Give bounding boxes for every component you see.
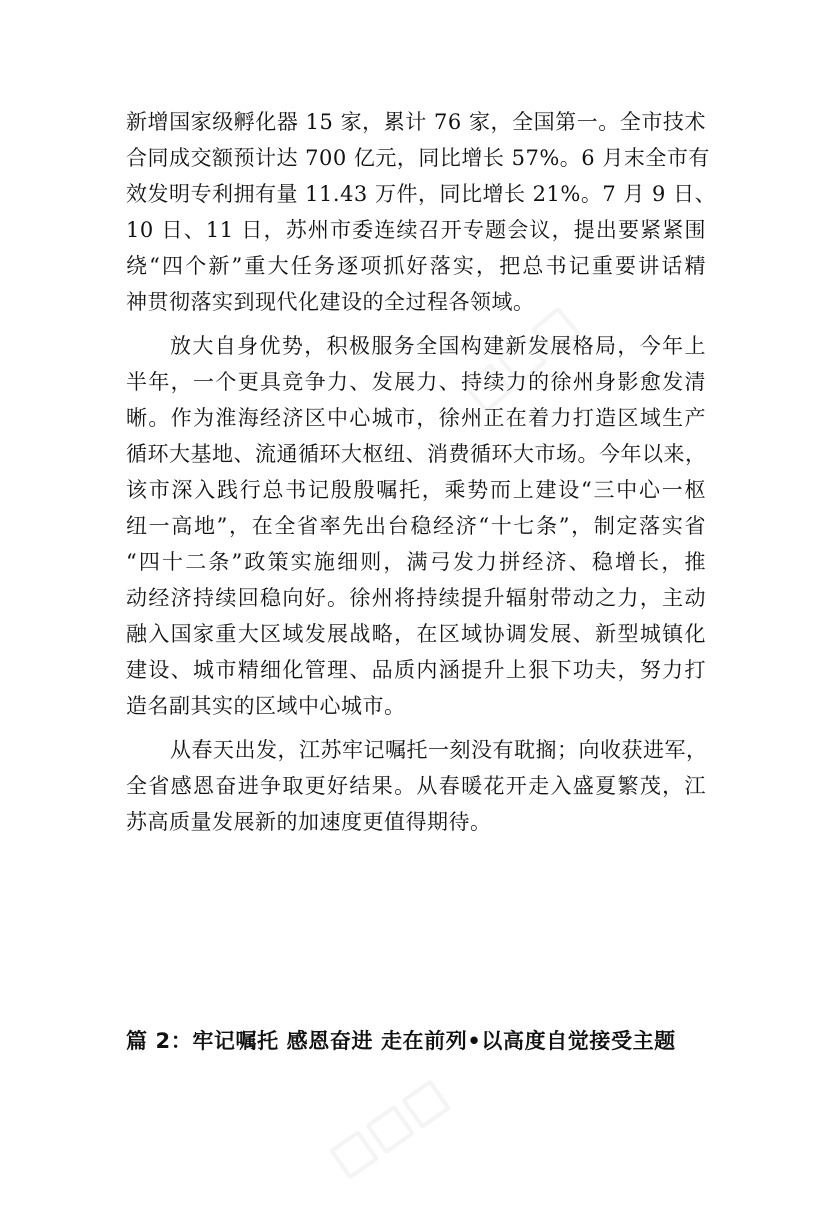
text-line: 建设、城市精细化管理、品质内涵提升上狠下功夫，努力打 bbox=[126, 658, 706, 682]
text-line: 该市深入践行总书记殷殷嘱托，乘势而上建设“三中心一枢 bbox=[126, 478, 706, 502]
text-line: 融入国家重大区域发展战略，在区域协调发展、新型城镇化 bbox=[126, 622, 706, 646]
section-heading: 篇 2：牢记嘱托 感恩奋进 走在前列•以高度自觉接受主题 bbox=[126, 1029, 676, 1053]
text-line: 纽一高地”，在全省率先出台稳经济“十七条”，制定落实省 bbox=[126, 514, 706, 538]
text-line: 动经济持续回稳向好。徐州将持续提升辐射带动之力，主动 bbox=[126, 586, 706, 610]
paragraph bbox=[126, 732, 706, 840]
watermark-mark bbox=[323, 1063, 486, 1206]
text-line: 苏高质量发展新的加速度更值得期待。 bbox=[126, 810, 492, 834]
paragraph bbox=[126, 328, 706, 724]
text-line: 合同成交额预计达 700 亿元，同比增长 57%。6 月末全市有 bbox=[126, 146, 710, 170]
text-line: 半年，一个更具竞争力、发展力、持续力的徐州身影愈发清 bbox=[126, 370, 706, 394]
text-line: 新增国家级孵化器 15 家，累计 76 家，全国第一。全市技术 bbox=[126, 110, 706, 134]
text-line: 效发明专利拥有量 11.43 万件，同比增长 21%。7 月 9 日、 bbox=[126, 182, 717, 206]
text-line: “四十二条”政策实施细则，满弓发力拼经济、稳增长，推 bbox=[126, 550, 706, 574]
text-line: 10 日、11 日，苏州市委连续召开专题会议，提出要紧紧围 bbox=[126, 218, 706, 242]
text-line: 绕“四个新”重大任务逐项抓好落实，把总书记重要讲话精 bbox=[126, 254, 706, 278]
text-line: 放大自身优势，积极服务全国构建新发展格局，今年上 bbox=[170, 334, 706, 358]
paragraph bbox=[126, 104, 717, 320]
text-line: 造名副其实的区域中心城市。 bbox=[126, 694, 406, 718]
body-text bbox=[126, 104, 717, 840]
text-line: 晰。作为淮海经济区中心城市，徐州正在着力打造区域生产 bbox=[126, 406, 706, 430]
text-line: 从春天出发，江苏牢记嘱托一刻没有耽搁；向收获进军， bbox=[170, 738, 708, 762]
text-line: 神贯彻落实到现代化建设的全过程各领域。 bbox=[126, 290, 535, 314]
text-line: 全省感恩奋进争取更好结果。从春暖花开走入盛夏繁茂，江 bbox=[126, 774, 706, 798]
text-line: 循环大基地、流通循环大枢纽、消费循环大市场。今年以来， bbox=[126, 442, 707, 466]
